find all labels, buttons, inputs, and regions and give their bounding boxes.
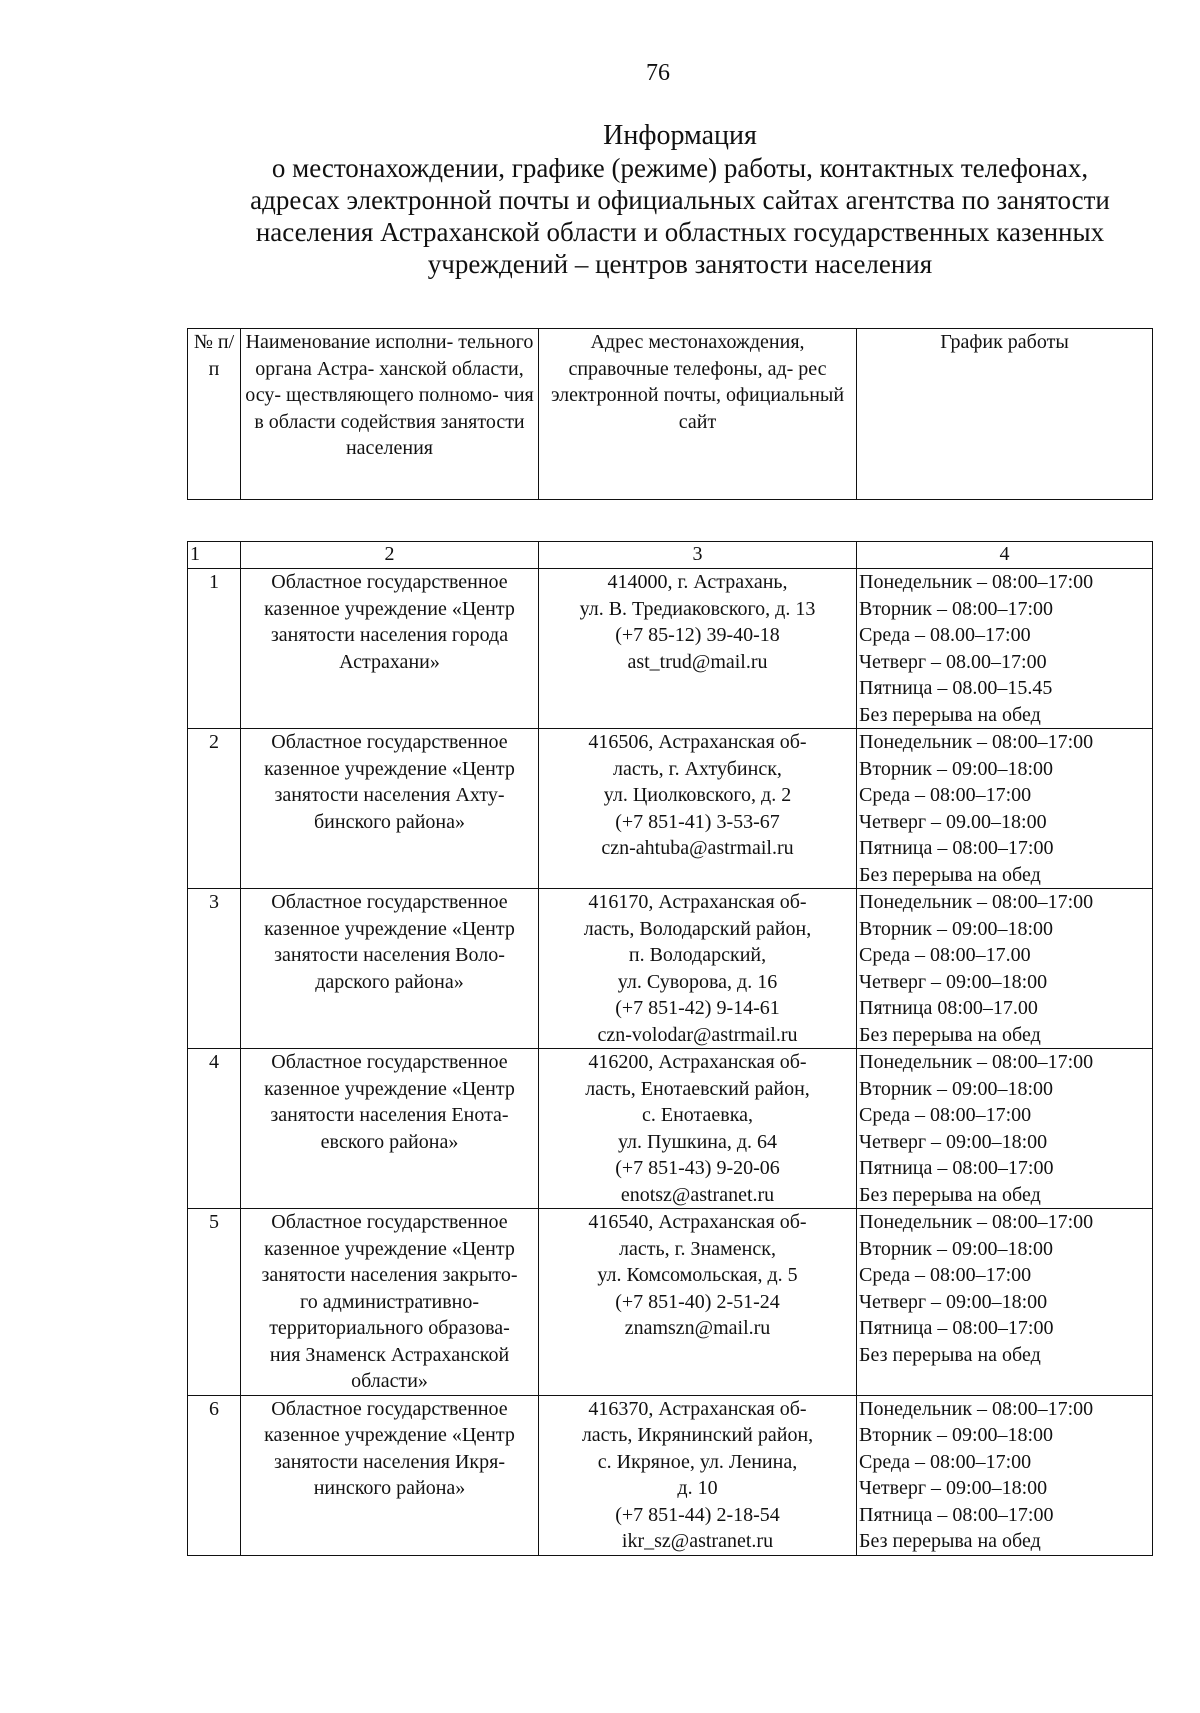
work-schedule-line: Среда – 08:00–17:00	[859, 1450, 1032, 1473]
organization-name-line: занятости населения города	[270, 624, 509, 646]
organization-name-line: дарского района»	[315, 970, 464, 993]
row-number: 6	[188, 1395, 241, 1555]
organization-name-line: Областное государственное	[271, 1211, 508, 1233]
organization-name-line: Областное государственное	[271, 1051, 508, 1073]
table-body	[188, 542, 1153, 1556]
column-index-row	[188, 542, 1153, 569]
header-cell-schedule: График работы	[857, 329, 1153, 500]
work-schedule-line: Без перерыва на обед	[859, 1183, 1041, 1206]
organization-name-line: занятости населения Икря-	[273, 1450, 506, 1473]
address-contacts-cell	[539, 729, 857, 889]
address-contacts-line: 416540, Астраханская об-	[588, 1211, 807, 1233]
work-schedule-cell	[857, 1395, 1153, 1555]
address-contacts-line: п. Володарский,	[628, 944, 767, 966]
row-number: 2	[188, 729, 241, 889]
address-contacts-cell	[539, 1395, 857, 1555]
work-schedule-line: Вторник – 08:00–17:00	[859, 597, 1054, 620]
address-contacts-line: (+7 851-42) 9-14-61	[615, 997, 780, 1019]
column-index-cell: 4	[857, 542, 1153, 569]
header-row	[188, 329, 1153, 500]
table-row	[188, 889, 1153, 1049]
address-contacts-line: (+7 851-43) 9-20-06	[615, 1157, 780, 1179]
address-contacts-cell	[539, 1049, 857, 1209]
work-schedule-line: Четверг – 09:00–18:00	[859, 1477, 1048, 1499]
work-schedule-line: Понедельник – 08:00–17:00	[859, 1397, 1094, 1420]
table-row	[188, 1209, 1153, 1396]
address-contacts-line: (+7 85-12) 39-40-18	[615, 624, 780, 646]
address-contacts-cell	[539, 569, 857, 729]
work-schedule-line: Понедельник – 08:00–17:00	[859, 1051, 1094, 1073]
address-contacts-line: ул. Циолковского, д. 2	[603, 784, 792, 806]
work-schedule-line: Понедельник – 08:00–17:00	[859, 571, 1094, 593]
organization-name-cell	[241, 729, 539, 889]
work-schedule-line: Вторник – 09:00–18:00	[859, 1424, 1054, 1446]
organization-name-line: Областное государственное	[271, 891, 508, 913]
organization-name-line: области»	[351, 1370, 428, 1392]
address-contacts-cell	[539, 1209, 857, 1396]
work-schedule-line: Пятница – 08.00–15.45	[859, 677, 1053, 699]
address-contacts-line: ласть, Енотаевский район,	[585, 1077, 810, 1100]
address-contacts-line: ул. Пушкина, д. 64	[617, 1130, 778, 1153]
title-line: Информация	[603, 120, 757, 151]
column-index-cell: 3	[539, 542, 857, 569]
row-number: 1	[188, 569, 241, 729]
organization-name-line: занятости населения Воло-	[274, 944, 505, 966]
organization-name-cell	[241, 1049, 539, 1209]
work-schedule-cell	[857, 729, 1153, 889]
address-contacts-line: czn-ahtuba@astrmail.ru	[601, 837, 794, 859]
address-contacts-line: ласть, г. Знаменск,	[619, 1237, 776, 1260]
organization-name-line: нинского района»	[313, 1477, 466, 1499]
work-schedule-line: Пятница – 08:00–17:00	[859, 837, 1054, 859]
address-contacts-line: ласть, Володарский район,	[583, 917, 812, 940]
address-contacts-line: 414000, г. Астрахань,	[607, 571, 788, 593]
organization-name-line: казенное учреждение «Центр	[264, 757, 515, 780]
work-schedule-line: Без перерыва на обед	[859, 863, 1041, 886]
address-contacts-line: 416200, Астраханская об-	[588, 1051, 807, 1073]
work-schedule-line: Пятница – 08:00–17:00	[859, 1317, 1054, 1339]
table-row	[188, 1395, 1153, 1555]
organization-name-line: го административно-	[300, 1290, 479, 1313]
work-schedule-line: Пятница 08:00–17.00	[859, 997, 1038, 1019]
organization-name-line: Областное государственное	[271, 1397, 508, 1420]
work-schedule-line: Без перерыва на обед	[859, 703, 1041, 726]
page-number: 76	[646, 60, 670, 86]
address-contacts-line: ул. В. Тредиаковского, д. 13	[579, 597, 816, 620]
organization-name-line: казенное учреждение «Центр	[264, 1237, 515, 1260]
work-schedule-line: Понедельник – 08:00–17:00	[859, 891, 1094, 913]
work-schedule-cell	[857, 1209, 1153, 1396]
organization-name-line: территориального образова-	[269, 1317, 510, 1339]
row-number: 5	[188, 1209, 241, 1396]
work-schedule-line: Без перерыва на обед	[859, 1343, 1041, 1366]
work-schedule-line: Среда – 08.00–17:00	[859, 624, 1031, 646]
work-schedule-line: Пятница – 08:00–17:00	[859, 1503, 1054, 1526]
address-contacts-line: ikr_sz@astranet.ru	[621, 1530, 774, 1552]
organization-name-line: ния Знаменск Астраханской	[269, 1343, 510, 1366]
work-schedule-line: Среда – 08:00–17:00	[859, 1104, 1032, 1126]
organization-name-line: Астрахани»	[339, 650, 440, 673]
work-schedule-line: Вторник – 09:00–18:00	[859, 1237, 1054, 1260]
address-contacts-line: ласть, Икрянинский район,	[581, 1424, 814, 1446]
organization-name-line: занятости населения Енота-	[270, 1104, 509, 1126]
table-row	[188, 729, 1153, 889]
address-contacts-line: ул. Суворова, д. 16	[617, 970, 778, 993]
organization-name-line: казенное учреждение «Центр	[264, 597, 515, 620]
work-schedule-cell	[857, 569, 1153, 729]
address-contacts-line: ast_trud@mail.ru	[627, 650, 768, 673]
work-schedule-line: Без перерыва на обед	[859, 1530, 1041, 1552]
address-contacts-line: enotsz@astranet.ru	[620, 1183, 775, 1206]
organization-name-line: казенное учреждение «Центр	[264, 1424, 515, 1446]
organization-name-cell	[241, 889, 539, 1049]
organization-name-line: занятости населения закрыто-	[261, 1264, 518, 1286]
address-contacts-line: 416506, Астраханская об-	[588, 731, 807, 753]
header-cell-name: Наименование исполни- тельного органа Астра- ханской области, осу- ществляющего полномо- чия в области содействия занятости населения	[241, 329, 539, 500]
work-schedule-cell	[857, 1049, 1153, 1209]
work-schedule-line: Вторник – 09:00–18:00	[859, 1077, 1054, 1100]
address-contacts-line: (+7 851-44) 2-18-54	[615, 1503, 780, 1526]
organization-name-line: казенное учреждение «Центр	[264, 917, 515, 940]
address-contacts-line: с. Икряное, ул. Ленина,	[597, 1450, 798, 1473]
organization-name-line: Областное государственное	[271, 731, 508, 753]
work-schedule-line: Среда – 08:00–17.00	[859, 944, 1031, 966]
address-contacts-line: ласть, г. Ахтубинск,	[613, 757, 782, 780]
organization-name-line: занятости населения Ахту-	[274, 784, 505, 806]
work-schedule-line: Понедельник – 08:00–17:00	[859, 1211, 1094, 1233]
work-schedule-cell	[857, 889, 1153, 1049]
address-contacts-cell	[539, 889, 857, 1049]
column-index-cell: 1	[188, 542, 241, 569]
organization-name-line: евского района»	[320, 1130, 459, 1153]
work-schedule-line: Пятница – 08:00–17:00	[859, 1157, 1054, 1179]
header-cell-number: № п/п	[188, 329, 241, 500]
work-schedule-line: Вторник – 09:00–18:00	[859, 917, 1054, 940]
address-contacts-line: с. Енотаевка,	[641, 1104, 753, 1126]
work-schedule-line: Четверг – 09.00–18:00	[859, 810, 1047, 833]
row-number: 3	[188, 889, 241, 1049]
address-contacts-line: znamszn@mail.ru	[624, 1317, 771, 1339]
work-schedule-line: Четверг – 09:00–18:00	[859, 1130, 1048, 1153]
work-schedule-line: Понедельник – 08:00–17:00	[859, 731, 1094, 753]
organization-name-cell	[241, 1395, 539, 1555]
address-contacts-line: д. 10	[677, 1477, 718, 1499]
work-schedule-line: Без перерыва на обед	[859, 1023, 1041, 1046]
work-schedule-line: Четверг – 09:00–18:00	[859, 1290, 1048, 1313]
header-cell-address: Адрес местонахождения, справочные телефоны, ад- рес электронной почты, официальный сайт	[539, 329, 857, 500]
organization-name-cell	[241, 569, 539, 729]
address-contacts-line: (+7 851-40) 2-51-24	[615, 1290, 780, 1313]
column-index-cell: 2	[241, 542, 539, 569]
data-table	[187, 541, 1153, 1556]
header-table	[187, 328, 1153, 500]
title-line: населения Астраханской области и областных государственных казенных	[255, 217, 1105, 247]
address-contacts-line: 416370, Астраханская об-	[588, 1397, 807, 1420]
table-row	[188, 569, 1153, 729]
address-contacts-line: (+7 851-41) 3-53-67	[615, 810, 780, 833]
work-schedule-line: Среда – 08:00–17:00	[859, 1264, 1032, 1286]
organization-name-line: бинского района»	[313, 810, 466, 833]
organization-name-line: Областное государственное	[271, 571, 508, 593]
address-contacts-line: 416170, Астраханская об-	[588, 891, 807, 913]
work-schedule-line: Четверг – 08.00–17:00	[859, 650, 1047, 673]
work-schedule-line: Среда – 08:00–17:00	[859, 784, 1032, 806]
organization-name-line: казенное учреждение «Центр	[264, 1077, 515, 1100]
row-number: 4	[188, 1049, 241, 1209]
title-line: адресах электронной почты и официальных сайтах агентства по занятости	[250, 185, 1110, 215]
title-line: о местонахождении, графике (режиме) работы, контактных телефонах,	[271, 153, 1089, 183]
table-row	[188, 1049, 1153, 1209]
address-contacts-line: ул. Комсомольская, д. 5	[597, 1264, 798, 1286]
work-schedule-line: Четверг – 09:00–18:00	[859, 970, 1048, 993]
title-line: учреждений – центров занятости населения	[427, 249, 933, 279]
organization-name-cell	[241, 1209, 539, 1396]
address-contacts-line: czn-volodar@astrmail.ru	[597, 1023, 798, 1046]
work-schedule-line: Вторник – 09:00–18:00	[859, 757, 1054, 780]
document-title	[200, 120, 1160, 280]
